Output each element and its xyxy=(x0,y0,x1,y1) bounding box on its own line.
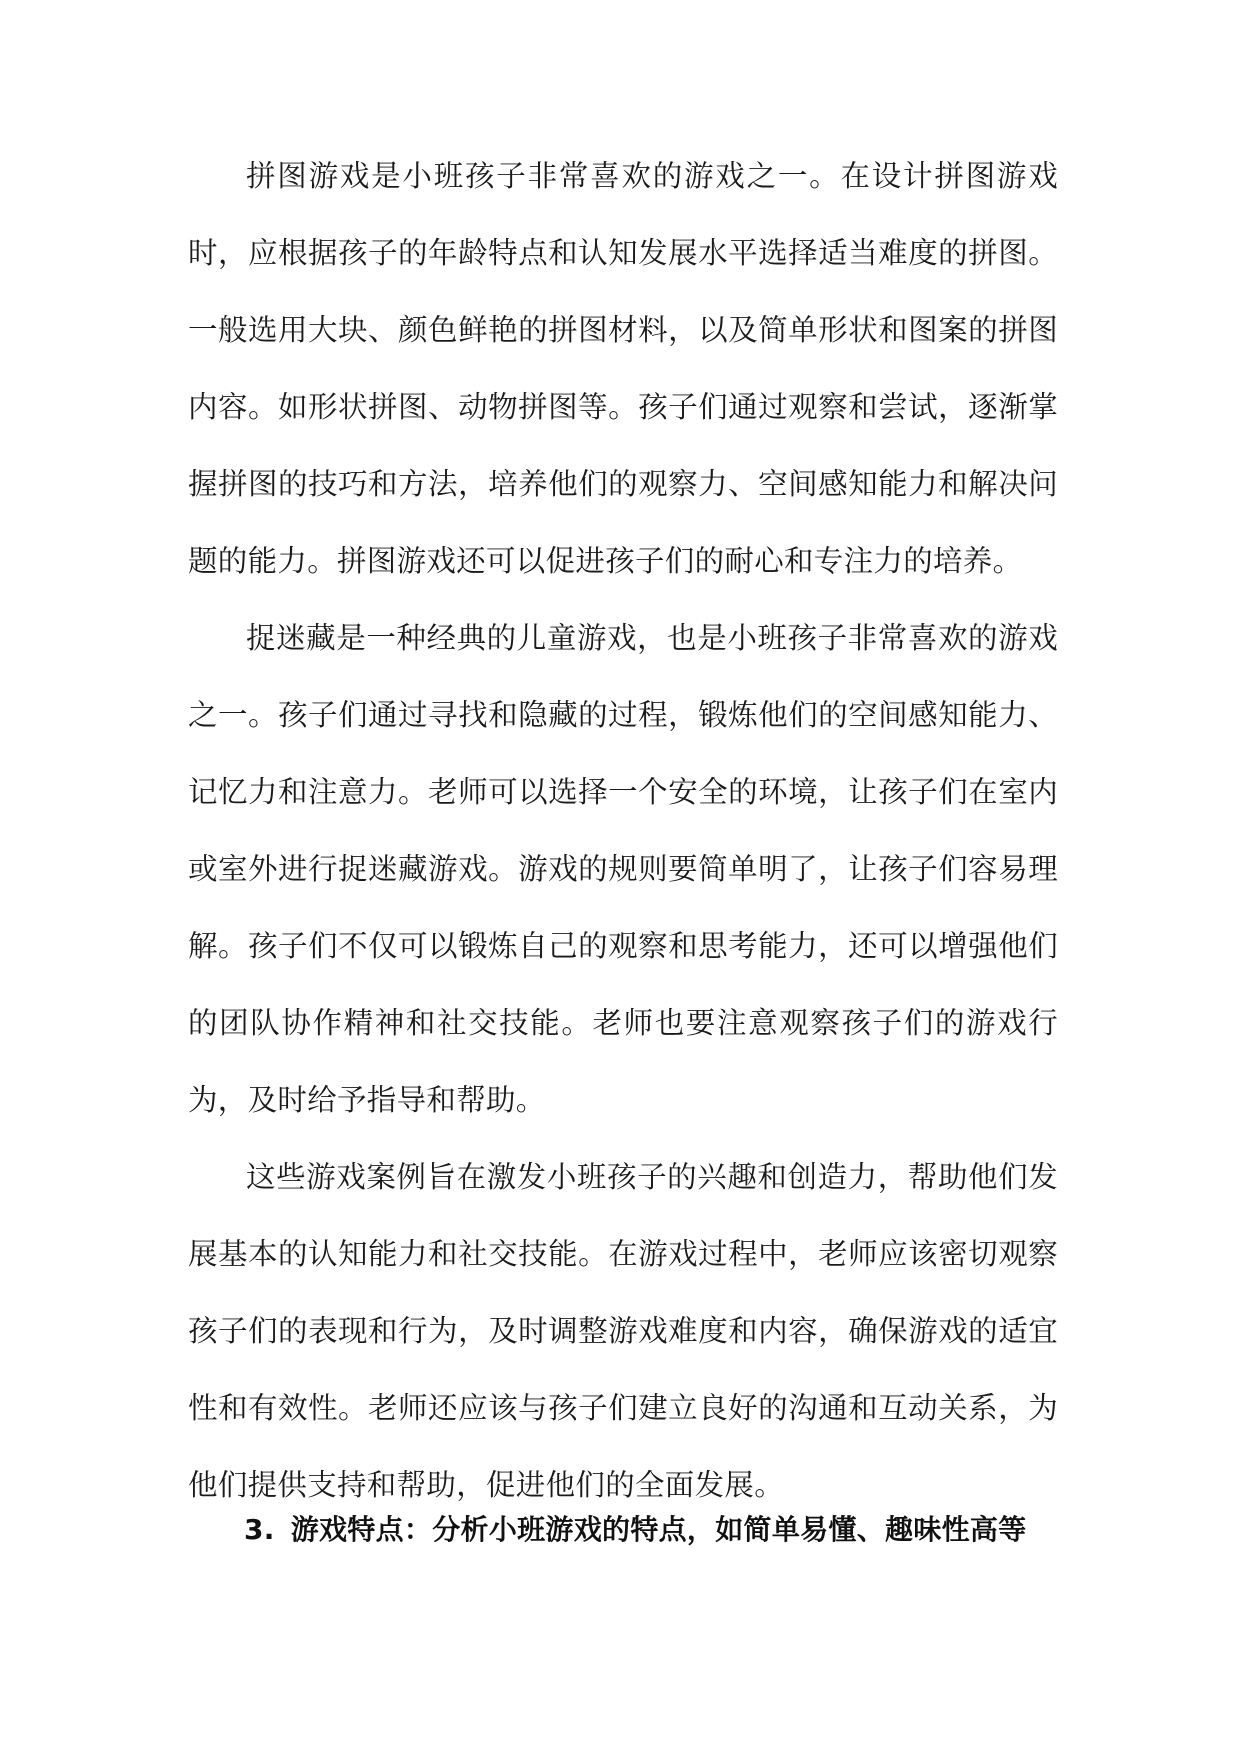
paragraph-hide-and-seek: 捉迷藏是一种经典的儿童游戏，也是小班孩子非常喜欢的游戏之一。孩子们通过寻找和隐藏的过程，锻炼他们的空间感知能力、记忆力和注意力。老师可以选择一个安全的环境，让孩子们在室内或室外进行捉迷藏游戏。游戏的规则要简单明了，让孩子们容易理解。孩子们不仅可以锻炼自己的观察和思考能力，还可以增强他们的团队协作精神和社交技能。老师也要注意观察孩子们的游戏行为，及时给予指导和帮助。 xyxy=(188,621,1058,1117)
section-heading xyxy=(244,1508,1027,1548)
document-body xyxy=(188,138,1058,1524)
paragraph-game-cases-summary: 这些游戏案例旨在激发小班孩子的兴趣和创造力，帮助他们发展基本的认知能力和社交技能。在游戏过程中，老师应该密切观察孩子们的表现和行为，及时调整游戏难度和内容，确保游戏的适宜性和有效性。老师还应该与孩子们建立良好的沟通和互动关系，为他们提供支持和帮助，促进他们的全面发展。 xyxy=(188,1160,1058,1502)
section-title: 游戏特点：分析小班游戏的特点，如简单易懂、趣味性高等 xyxy=(290,1513,1027,1546)
paragraph-puzzle-game: 拼图游戏是小班孩子非常喜欢的游戏之一。在设计拼图游戏时，应根据孩子的年龄特点和认知发展水平选择适当难度的拼图。一般选用大块、颜色鲜艳的拼图材料，以及简单形状和图案的拼图内容。如形状拼图、动物拼图等。孩子们通过观察和尝试，逐渐掌握拼图的技巧和方法，培养他们的观察力、空间感知能力和解决问题的能力。拼图游戏还可以促进孩子们的耐心和专注力的培养。 xyxy=(188,159,1058,578)
section-number: 3. xyxy=(244,1513,275,1546)
